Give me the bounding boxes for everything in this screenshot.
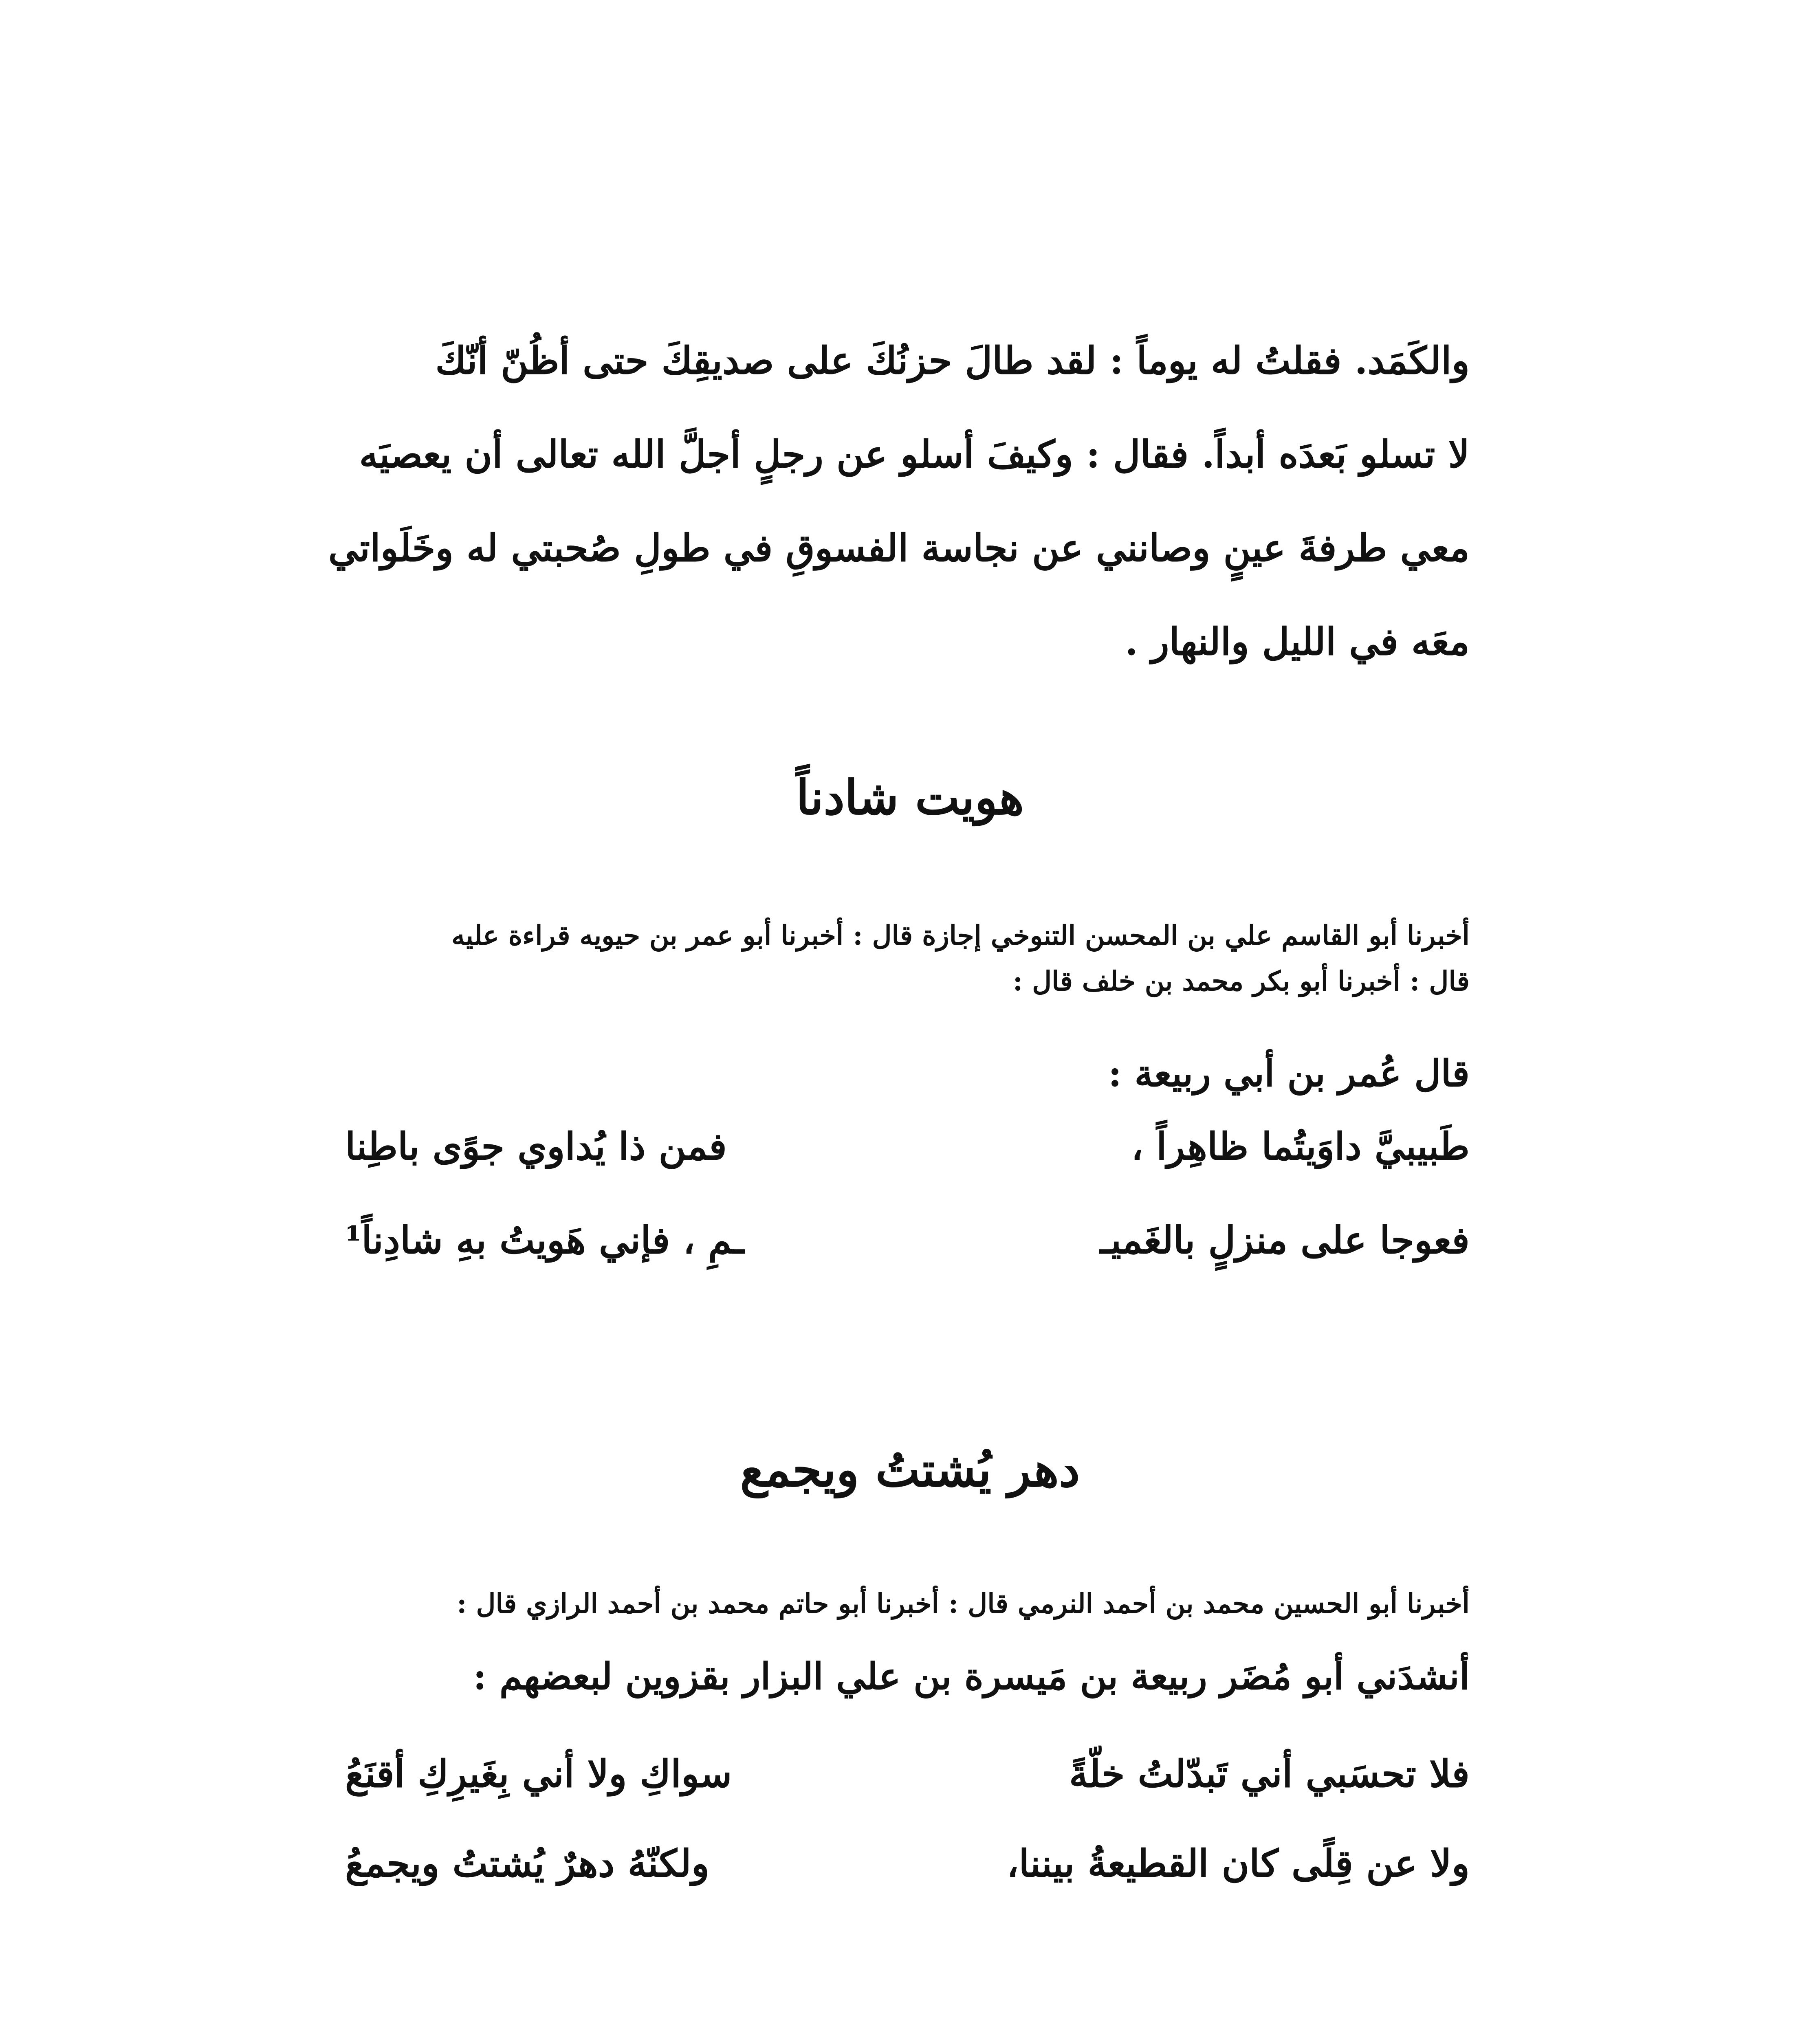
opening-paragraph xyxy=(328,314,1470,689)
verse-second-hemistich: ـمِ ، فإني هَويتُ بهِ شادِناً¹ xyxy=(345,1218,744,1262)
isnad-chain xyxy=(345,913,1470,1004)
poem-intro: أنشدَني أبو مُضَر ربيعة بن مَيسرة بن علي البزار بقزوين لبعضهم : xyxy=(473,1655,1470,1698)
verse-first-hemistich: طَبيبيَّ داوَيتُما ظاهِراً ، xyxy=(1131,1124,1470,1168)
isnad-line: أخبرنا أبو القاسم علي بن المحسن التنوخي إجازة قال : أخبرنا أبو عمر بن حيويه قراءة عليه xyxy=(451,920,1470,951)
poem-verse xyxy=(345,1124,1470,1168)
poem-verse xyxy=(345,1752,1470,1796)
isnad-chain xyxy=(345,1581,1470,1626)
paragraph-line: معَه في الليل والنهار . xyxy=(1125,620,1470,664)
paragraph-line: معي طرفةَ عينٍ وصانني عن نجاسة الفسوقِ في طولِ صُحبتي له وخَلَواتي xyxy=(328,526,1470,570)
verse-second-hemistich: ولكنّهُ دهرٌ يُشتتُ ويجمعُ xyxy=(345,1841,710,1885)
section-title: هويت شادناً xyxy=(796,770,1024,825)
poem-verse xyxy=(345,1218,1470,1262)
verse-second-hemistich: سواكِ ولا أني بِغَيرِكِ أقنَعُ xyxy=(345,1752,732,1796)
poem-intro: قال عُمر بن أبي ربيعة : xyxy=(1108,1052,1470,1095)
verse-first-hemistich: ولا عن قِلًى كان القطيعةُ بيننا، xyxy=(1006,1841,1470,1885)
section-title: دهر يُشتتُ ويجمع xyxy=(740,1442,1080,1498)
verse-first-hemistich: فلا تحسَبي أني تَبدّلتُ خلّةً xyxy=(1069,1752,1470,1796)
verse-second-hemistich: فمن ذا يُداوي جوًى باطِنا xyxy=(345,1124,727,1168)
poem-verse xyxy=(345,1841,1470,1885)
isnad-line: أخبرنا أبو الحسين محمد بن أحمد النرمي قال : أخبرنا أبو حاتم محمد بن أحمد الرازي قال : xyxy=(457,1588,1470,1619)
paragraph-line: والكَمَد. فقلتُ له يوماً : لقد طالَ حزنُكَ على صديقِكَ حتى أظُنّ أنّكَ xyxy=(435,339,1470,383)
isnad-line: قال : أخبرنا أبو بكر محمد بن خلف قال : xyxy=(1012,965,1470,997)
paragraph-line: لا تسلو بَعدَه أبداً. فقال : وكيفَ أسلو عن رجلٍ أجلَّ الله تعالى أن يعصيَه xyxy=(359,432,1470,476)
verse-first-hemistich: فعوجا على منزلٍ بالغَميـ xyxy=(1100,1218,1470,1262)
